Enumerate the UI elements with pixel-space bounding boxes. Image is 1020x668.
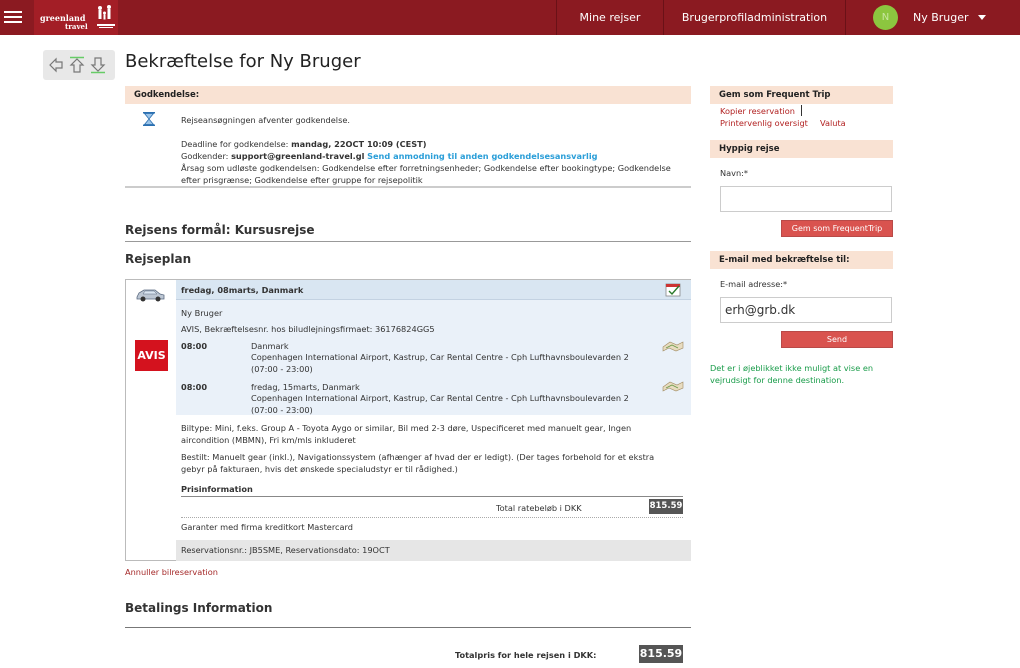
ordered-2: gebyr på fakturaen, hvis det ønskede specialudstyr er til rådighed.)	[181, 464, 458, 474]
traveler-name: Ny Bruger	[181, 308, 223, 318]
email-label: E-mail adresse:*	[720, 279, 788, 289]
approval-heading: Godkendelse:	[125, 86, 691, 104]
price-info-title: Prisinformation	[181, 484, 253, 494]
reservation-info: Reservationsnr.: JB5SME, Reservationsdato: 19OCT	[181, 545, 390, 555]
itinerary-title: Rejseplan	[125, 252, 192, 266]
chevron-down-icon	[978, 15, 986, 20]
email-heading: E-mail med bekræftelse til:	[710, 251, 893, 269]
logo-text-2: travel	[65, 22, 88, 31]
greenland-travel-logo[interactable]	[34, 0, 118, 35]
send-request-link[interactable]: Send anmodning til anden godkendelsesansvarlig	[367, 151, 598, 161]
frequent-trip-heading: Gem som Frequent Trip	[710, 86, 893, 104]
map-icon[interactable]	[662, 340, 684, 352]
car-type-2: aircondition (MBMN), Fri km/mls inkluderet	[181, 435, 356, 445]
divider	[181, 517, 683, 518]
divider	[125, 627, 691, 628]
approval-status: Rejseansøgningen afventer godkendelse.	[181, 115, 350, 125]
approval-reason-1: Årsag som udløste godkendelsen: Godkendelse efter forretningsenheder; Godkendelse efter bookingtype; Godkendelse	[181, 163, 671, 173]
dropoff-location: Copenhagen International Airport, Kastrup, Car Rental Centre - Cph Lufthavnsboulevarden 2	[251, 393, 629, 403]
deadline-label: Deadline for godkendelse:	[181, 139, 289, 149]
menu-icon[interactable]	[4, 8, 22, 26]
trip-total-label: Totalpris for hele rejsen i DKK:	[455, 650, 597, 660]
hourglass-icon	[143, 112, 155, 126]
divider	[125, 186, 691, 188]
pickup-location: Copenhagen International Airport, Kastrup, Car Rental Centre - Cph Lufthavnsboulevarden 2	[251, 352, 629, 362]
avatar: N	[873, 5, 898, 30]
car-icon	[135, 288, 165, 302]
move-down-icon[interactable]	[90, 56, 106, 74]
dropoff-time: 08:00	[181, 382, 208, 392]
deadline-row	[181, 139, 426, 149]
weather-note-2: vejrudsigt for denne destination.	[710, 375, 845, 385]
pickup-time: 08:00	[181, 341, 208, 351]
name-label: Navn:*	[720, 168, 749, 178]
travel-purpose: Rejsens formål: Kursusrejse	[125, 223, 315, 237]
ordered-1: Bestilt: Manuelt gear (inkl.), Navigationssystem (afhænger af hvad der er ledigt). (Der tages forbehold for et ekstra	[181, 452, 655, 462]
name-input[interactable]	[720, 186, 892, 212]
weather-note-1: Det er i øjeblikket ikke muligt at vise en	[710, 363, 874, 373]
payment-title: Betalings Information	[125, 601, 273, 615]
itinerary-box	[125, 279, 691, 561]
dropoff-place: fredag, 15marts, Danmark	[251, 382, 360, 392]
pickup-hours: (07:00 - 23:00)	[251, 364, 313, 374]
calendar-icon[interactable]	[665, 282, 682, 297]
dropoff-hours: (07:00 - 23:00)	[251, 405, 313, 415]
cancel-car-reservation-link[interactable]: Annuller bilreservation	[125, 567, 218, 577]
total-rate-value: 815.59	[649, 499, 683, 514]
date-header: fredag, 08marts, Danmark	[181, 285, 304, 295]
pickup-place: Danmark	[251, 341, 289, 351]
frequent-heading: Hyppig rejse	[710, 140, 893, 158]
navigation-arrows	[43, 50, 115, 80]
approver-email: support@greenland-travel.gl	[231, 151, 365, 161]
user-menu[interactable]	[845, 0, 1020, 35]
send-button[interactable]: Send	[781, 331, 893, 348]
top-bar	[0, 0, 1020, 35]
user-name: Ny Bruger	[913, 11, 969, 24]
logo-text: greenland	[40, 13, 86, 23]
family-logo-icon	[96, 4, 116, 30]
divider	[181, 496, 683, 497]
approver-row	[181, 151, 598, 161]
save-frequent-trip-button[interactable]: Gem som FrequentTrip	[781, 220, 893, 237]
text-cursor	[801, 105, 802, 116]
avis-logo: AVIS	[135, 340, 168, 371]
map-icon[interactable]	[662, 380, 684, 392]
nav-my-trips[interactable]: Mine rejser	[556, 0, 663, 35]
print-overview-link[interactable]: Printervenlig oversigt	[720, 118, 808, 128]
trip-total-value: 815.59	[639, 645, 683, 663]
approval-reason-2: efter prisgrænse; Godkendelse efter gruppe for rejsepolitik	[181, 175, 423, 185]
nav-profile-admin[interactable]: Brugerprofiladministration	[663, 0, 845, 35]
page-title: Bekræftelse for Ny Bruger	[125, 51, 361, 72]
back-arrow-icon[interactable]	[48, 56, 64, 74]
email-input[interactable]	[720, 297, 892, 323]
divider	[125, 241, 691, 242]
approver-label: Godkender:	[181, 151, 229, 161]
copy-reservation-link[interactable]: Kopier reservation	[720, 106, 795, 116]
guarantee-info: Garanter med firma kreditkort Mastercard	[181, 522, 353, 532]
rental-confirmation: AVIS, Bekræftelsesnr. hos biludlejningsfirmaet: 36176824GG5	[181, 324, 435, 334]
car-type-1: Biltype: Mini, f.eks. Group A - Toyota Aygo or similar, Bil med 2-3 døre, Uspecificeret med manuelt gear, Ingen	[181, 423, 632, 433]
move-up-icon[interactable]	[69, 56, 85, 74]
total-rate-label: Total ratebeløb i DKK	[496, 503, 582, 513]
deadline-value: mandag, 22OCT 10:09 (CEST)	[291, 139, 427, 149]
currency-link[interactable]: Valuta	[820, 118, 846, 128]
